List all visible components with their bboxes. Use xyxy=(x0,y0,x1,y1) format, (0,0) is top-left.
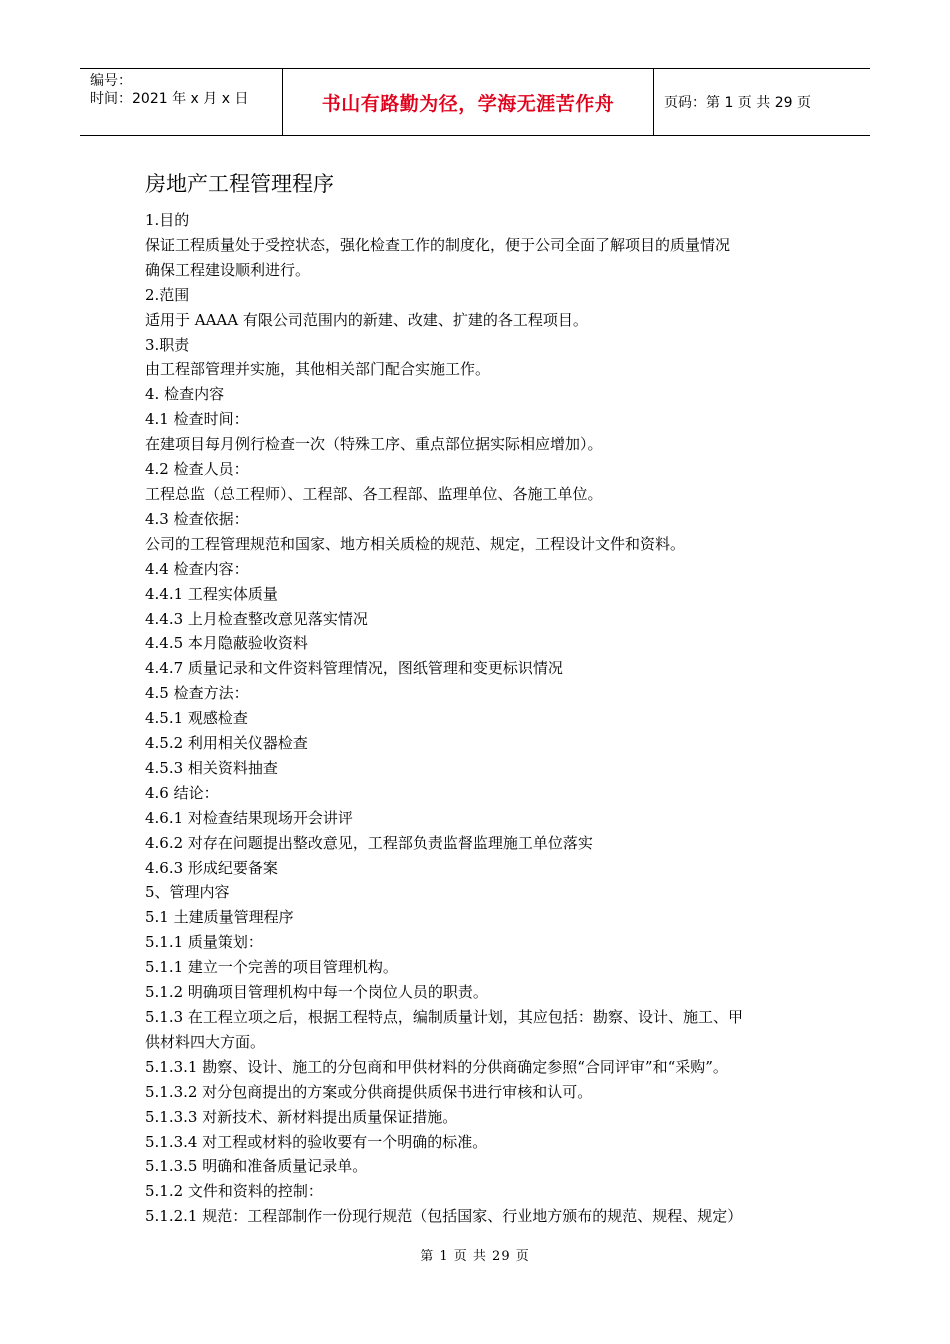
header-motto-cell xyxy=(282,69,654,135)
body-line: 4.6.3 形成纪要备案 xyxy=(145,858,278,877)
document-number-label: 编号： xyxy=(90,73,132,89)
body-line: 5.1.3 在工程立项之后，根据工程特点，编制质量计划，其应包括：勘察、设计、施工、甲 xyxy=(145,1008,743,1026)
body-line: 5.1.2 明确项目管理机构中每一个岗位人员的职责。 xyxy=(145,983,488,1002)
body-line: 4.5.1 观感检查 xyxy=(145,709,248,728)
body-line: 由工程部管理并实施，其他相关部门配合实施工作。 xyxy=(145,360,491,379)
body-line: 4.5.2 利用相关仪器检查 xyxy=(145,734,308,753)
header-page-info: 页码：第 1 页 共 29 页 xyxy=(664,95,811,111)
body-line: 工程总监（总工程师）、工程部、各工程部、监理单位、各施工单位。 xyxy=(145,484,603,503)
body-line: 供材料四大方面。 xyxy=(145,1032,266,1051)
body-line: 5.1.3.5 明确和准备质量记录单。 xyxy=(145,1157,368,1176)
body-line: 4. 检查内容 xyxy=(145,385,225,404)
body-line: 4.4 检查内容： xyxy=(145,559,249,578)
body-line: 5.1.1 建立一个完善的项目管理机构。 xyxy=(145,958,398,977)
body-line: 5.1.2 文件和资料的控制： xyxy=(145,1182,323,1201)
body-line: 确保工程建设顺利进行。 xyxy=(145,260,311,279)
body-line: 5.1.3.4 对工程或材料的验收要有一个明确的标准。 xyxy=(145,1132,488,1151)
body-line: 5.1.3.3 对新技术、新材料提出质量保证措施。 xyxy=(145,1107,458,1126)
body-line: 2.范围 xyxy=(145,285,190,304)
body-line: 4.4.1 工程实体质量 xyxy=(145,584,278,603)
header-meta xyxy=(80,69,282,135)
body-line: 4.6.1 对检查结果现场开会讲评 xyxy=(145,808,353,827)
header-page-info-cell xyxy=(654,69,870,135)
body-line: 3.职责 xyxy=(145,335,190,354)
body-line: 5.1.2.1 规范：工程部制作一份现行规范（包括国家、行业地方颁布的规范、规程、规定） xyxy=(145,1207,743,1226)
body-line: 5.1.3.1 勘察、设计、施工的分包商和甲供材料的分供商确定参照“合同评审”和“采购”。 xyxy=(145,1057,728,1076)
body-line: 在建项目每月例行检查一次（特殊工序、重点部位据实际相应增加）。 xyxy=(145,435,603,454)
body-line: 4.6 结论： xyxy=(145,783,219,802)
body-line: 适用于 AAAA 有限公司范围内的新建、改建、扩建的各工程项目。 xyxy=(145,310,588,329)
body-line: 公司的工程管理规范和国家、地方相关质检的规范、规定，工程设计文件和资料。 xyxy=(145,534,686,553)
body-line: 5.1.3.2 对分包商提出的方案或分供商提供质保书进行审核和认可。 xyxy=(145,1082,593,1101)
body-line: 保证工程质量处于受控状态，强化检查工作的制度化，便于公司全面了解项目的质量情况 xyxy=(145,235,731,254)
document-body xyxy=(145,208,815,1229)
body-line: 5、管理内容 xyxy=(145,883,230,902)
body-line: 4.5.3 相关资料抽查 xyxy=(145,758,278,777)
document-header xyxy=(80,68,870,136)
page-footer: 第 1 页 共 29 页 xyxy=(420,1249,530,1264)
document-date: 时间：2021 年 x 月 x 日 xyxy=(90,91,249,107)
body-line: 5.1 土建质量管理程序 xyxy=(145,908,294,927)
header-motto: 书山有路勤为径，学海无涯苦作舟 xyxy=(321,92,615,115)
body-line: 4.6.2 对存在问题提出整改意见，工程部负责监督监理施工单位落实 xyxy=(145,833,593,852)
body-line: 4.5 检查方法： xyxy=(145,684,249,703)
document-title: 房地产工程管理程序 xyxy=(145,172,334,196)
body-line: 4.1 检查时间： xyxy=(145,410,249,429)
body-line: 4.4.5 本月隐蔽验收资料 xyxy=(145,634,308,653)
body-line: 4.4.3 上月检查整改意见落实情况 xyxy=(145,609,368,628)
body-line: 5.1.1 质量策划： xyxy=(145,933,263,952)
body-line: 4.4.7 质量记录和文件资料管理情况，图纸管理和变更标识情况 xyxy=(145,659,563,678)
body-line: 4.2 检查人员： xyxy=(145,460,249,479)
body-line: 1.目的 xyxy=(145,211,190,229)
body-line: 4.3 检查依据： xyxy=(145,509,249,528)
